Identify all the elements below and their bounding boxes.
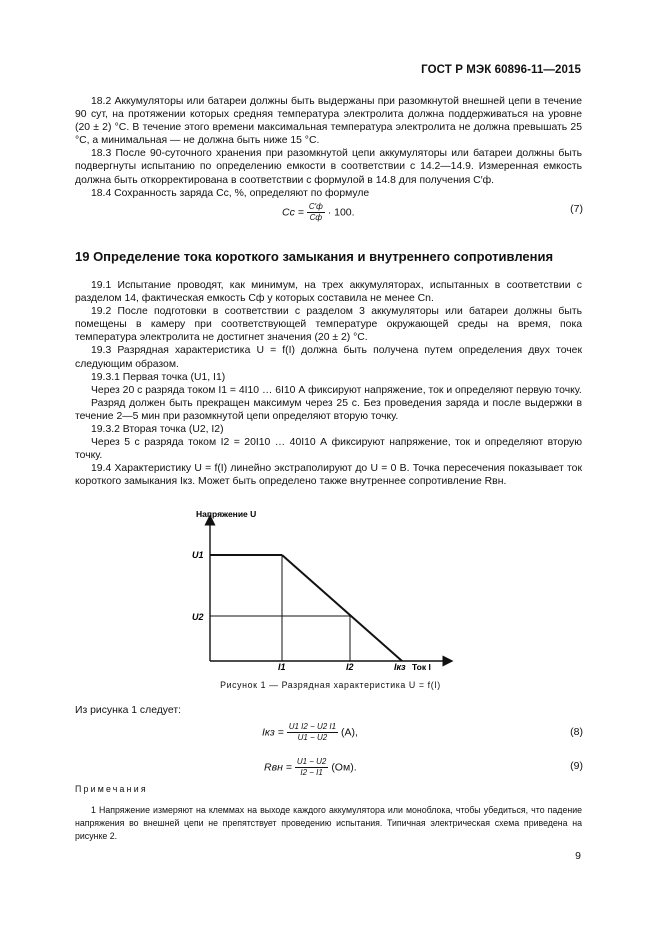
figure-caption: Рисунок 1 — Разрядная характеристика U = f(I) <box>220 680 441 690</box>
formula-9-numerator: U1 − U2 <box>296 757 327 766</box>
formula-8-number: (8) <box>570 726 583 738</box>
formula-8 <box>262 722 358 743</box>
y-tick-u1: U1 <box>192 550 204 560</box>
formula-7-lhs: Cc = <box>282 206 304 219</box>
formula-8-numerator: U1 I2 − U2 I1 <box>288 722 337 731</box>
section-19-heading: 19 Определение тока короткого замыкания и внутреннего сопротивления <box>75 249 554 264</box>
formula-9-fraction <box>295 757 329 778</box>
formulas-intro: Из рисунка 1 следует: <box>75 705 181 716</box>
note-1-text: 1 Напряжение измеряют на клеммах на выходе каждого аккумулятора или моноблока, чтобы убедиться, что падение напряжения во внешней цепи не препятствует проведению испытания. Типичная электрическая схема приведена на рисунке 2. <box>75 805 582 841</box>
paragraph-19-2: 19.2 После подготовки в соответствии с разделом 3 аккумуляторы или батареи должны быть помещены в камеру при соответствующей температуре окружающей среды на время, пока температура электролита не достигнет значения (20 ± 2) °С. <box>75 306 582 344</box>
formula-9-number: (9) <box>570 760 583 772</box>
formula-7-numerator: C′ф <box>308 202 323 211</box>
notes-title: Примечания <box>75 784 148 794</box>
formula-8-lhs: Iкз = <box>262 726 284 739</box>
note-1 <box>75 804 582 843</box>
paragraph-19-3-2: 19.3.2 Вторая точка (U2, I2) <box>91 424 224 436</box>
standard-header: ГОСТ Р МЭК 60896-11—2015 <box>421 64 581 76</box>
paragraph-19-1: 19.1 Испытание проводят, как минимум, на трех аккумуляторах, испытанных в соответствии с разделом 14, фактическая емкость Cф у которых составила не менее Cn. <box>75 280 582 305</box>
discharge-characteristic-figure <box>180 504 470 676</box>
formula-8-fraction <box>287 722 338 743</box>
formula-7-denominator: Cф <box>309 213 323 222</box>
y-tick-u2: U2 <box>192 612 204 622</box>
section-18-text <box>75 95 582 200</box>
x-tick-i2: I2 <box>346 662 354 672</box>
formula-9-rhs: (Ом). <box>331 761 357 774</box>
page-number: 9 <box>575 850 581 862</box>
paragraph-19-3-2-a: Через 5 с разряда током I2 = 20I10 … 40I10 А фиксируют напряжение, ток и определяют вторую точку. <box>75 437 582 462</box>
paragraph-19-3: 19.3 Разрядная характеристика U = f(I) должна быть получена путем определения двух точек следующим образом. <box>75 345 582 370</box>
section-19-text <box>75 279 582 489</box>
paragraph-18-2: 18.2 Аккумуляторы или батареи должны быть выдержаны при разомкнутой внешней цепи в течение 90 сут, на протяжении которых средняя температура электролита должна поддерживаться на уровне (20 ± 2) °С. В течение этого времени максимальная температура электролита не должна превышать 25 °С, а минимальная — не должна быть ниже 15 °С. <box>75 96 582 147</box>
x-axis-label: Ток I <box>412 662 431 672</box>
formula-9-lhs: Rвн = <box>264 761 292 774</box>
formula-8-denominator: U1 − U2 <box>297 733 328 742</box>
formula-9-denominator: I2 − I1 <box>300 768 323 777</box>
y-axis-label: Напряжение U <box>196 509 257 519</box>
formula-7-rhs: · 100. <box>327 206 355 219</box>
formula-7 <box>282 202 355 223</box>
paragraph-18-4: 18.4 Сохранность заряда Cc, %, определяют по формуле <box>91 187 370 199</box>
formula-9 <box>264 757 357 778</box>
paragraph-19-3-1-a: Через 20 с разряда током I1 = 4I10 … 6I10 А фиксируют напряжение, ток и определяют первую точку. <box>91 384 582 396</box>
x-tick-ikz: Iкз <box>394 662 406 672</box>
paragraph-19-3-1: 19.3.1 Первая точка (U1, I1) <box>91 371 226 383</box>
x-tick-i1: I1 <box>278 662 286 672</box>
formula-8-rhs: (А), <box>341 726 358 739</box>
paragraph-19-3-1-b: Разряд должен быть прекращен максимум через 25 с. Без проведения заряда и после выдержки в течение 2—5 мин при разомкнутой цепи определяют вторую точку. <box>75 397 582 422</box>
paragraph-18-3: 18.3 После 90-суточного хранения при разомкнутой цепи аккумуляторы или батареи должны быть подвергнуты испытанию по определению емкости в соответствии с 14.2—14.9. Измеренная емкость должна быть откорректирована в соответствии с формулой в 14.8 для получения C′ф. <box>75 148 582 186</box>
formula-7-number: (7) <box>570 203 583 215</box>
characteristic-line <box>282 555 402 661</box>
formula-7-fraction <box>307 202 325 223</box>
paragraph-19-4: 19.4 Характеристику U = f(I) линейно экстраполируют до U = 0 В. Точка пересечения показывает ток короткого замыкания Iкз. Может быть определено также внутреннее сопротивление Rвн. <box>75 463 582 488</box>
